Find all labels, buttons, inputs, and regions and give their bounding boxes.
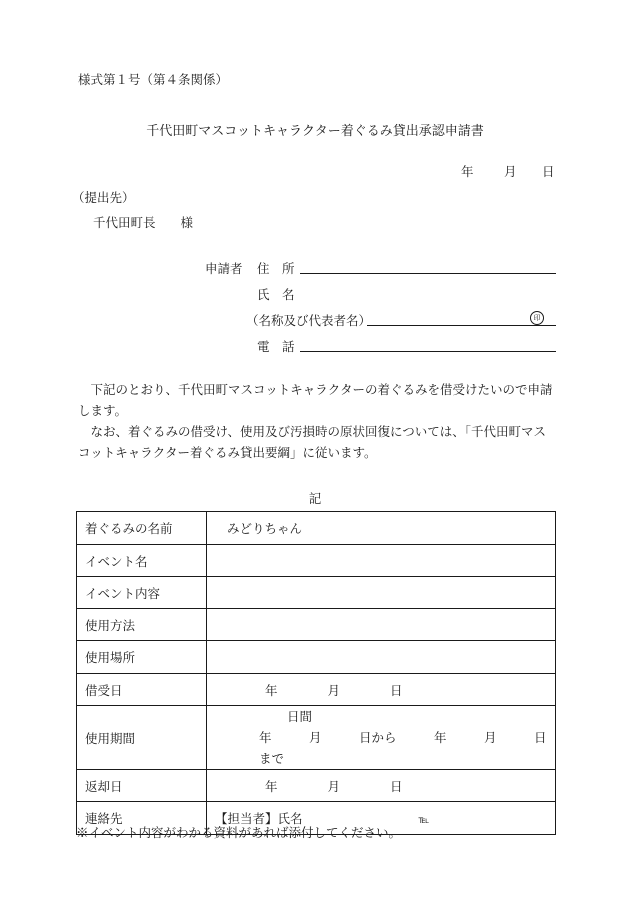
contact-label: 連絡先 — [77, 802, 207, 835]
footnote: ※イベント内容がわかる資料があれば添付してください。 — [76, 825, 402, 840]
usage-method-label: 使用方法 — [77, 609, 207, 641]
table-row — [77, 641, 556, 674]
date-year: 年 — [461, 164, 474, 179]
recipient-label: （提出先） — [72, 190, 135, 205]
event-content-field[interactable] — [207, 577, 556, 609]
name-label: 氏 名 — [257, 287, 295, 302]
body-paragraph-1: 下記のとおり、千代田町マスコットキャラクターの着ぐるみを借受けたいので申請します。 — [78, 382, 553, 418]
application-details-table — [76, 511, 556, 835]
applicant-heading: 申請者 — [205, 261, 243, 276]
usage-period-label: 使用期間 — [77, 706, 207, 770]
date-day: 日 — [542, 164, 555, 179]
event-name-label: イベント名 — [77, 545, 207, 577]
return-date-field[interactable]: 年 月 日 — [207, 770, 556, 802]
usage-period-days: 日間 — [287, 709, 313, 724]
event-content-label: イベント内容 — [77, 577, 207, 609]
usage-place-label: 使用場所 — [77, 641, 207, 674]
address-label: 住 所 — [257, 261, 295, 276]
event-name-field[interactable] — [207, 545, 556, 577]
contact-person-label: 【担当者】氏名 — [215, 811, 303, 826]
borrow-date-field[interactable]: 年 月 日 — [207, 674, 556, 706]
usage-place-field[interactable] — [207, 641, 556, 674]
costume-name-value[interactable]: みどりちゃん — [207, 512, 556, 545]
table-row — [77, 545, 556, 577]
usage-period-field[interactable] — [207, 706, 556, 770]
org-rep-field-line[interactable] — [367, 325, 556, 326]
usage-method-field[interactable] — [207, 609, 556, 641]
ki-heading: 記 — [308, 491, 322, 506]
form-number: 様式第１号（第４条関係） — [78, 72, 229, 87]
org-rep-label: （名称及び代表者名） — [246, 313, 372, 328]
table-row — [77, 706, 556, 770]
phone-label: 電 話 — [257, 339, 295, 354]
seal-mark-icon: 印 — [530, 311, 544, 325]
costume-name-label: 着ぐるみの名前 — [77, 512, 207, 545]
table-row — [77, 674, 556, 706]
date-month: 月 — [504, 164, 517, 179]
return-date-label: 返却日 — [77, 770, 207, 802]
body-paragraph-2: なお、着ぐるみの借受け、使用及び汚損時の原状回復については、「千代田町マスコットキャラクター着ぐるみ貸出要綱」に従います。 — [78, 424, 547, 460]
recipient-name: 千代田町長 様 — [93, 215, 194, 230]
borrow-date-label: 借受日 — [77, 674, 207, 706]
table-row — [77, 512, 556, 545]
telephone-icon: ℡ — [418, 815, 429, 826]
table-row — [77, 577, 556, 609]
usage-period-range: 年 月 日から 年 月 日まで — [259, 730, 547, 766]
document-title: 千代田町マスコットキャラクター着ぐるみ貸出承認申請書 — [146, 124, 484, 139]
address-field-line[interactable] — [300, 273, 556, 274]
table-row — [77, 770, 556, 802]
table-row — [77, 609, 556, 641]
phone-field-line[interactable] — [300, 351, 556, 352]
